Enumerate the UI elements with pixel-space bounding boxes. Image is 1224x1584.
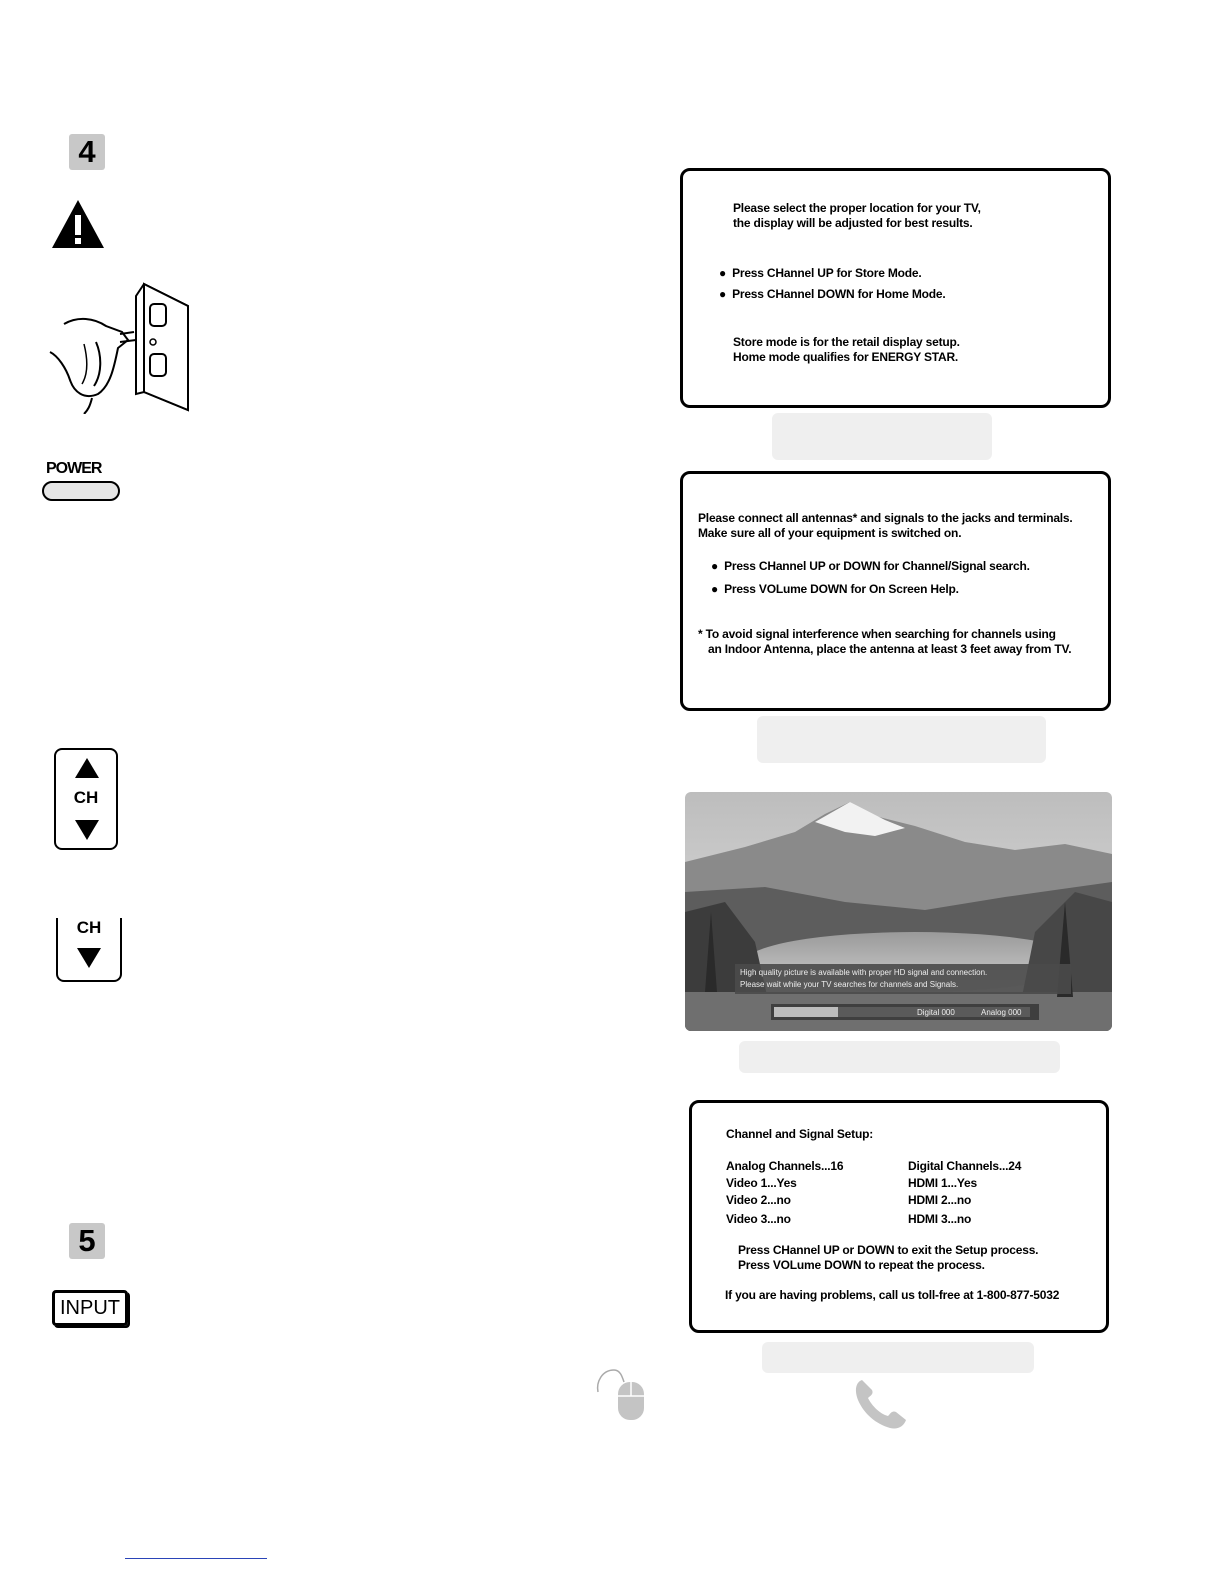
screen1-intro-1: Please select the proper location for your TV,	[733, 201, 981, 215]
landscape-photo	[685, 792, 1112, 1031]
setup-right-1: Digital Channels...24	[908, 1159, 1022, 1173]
screen1-intro-2: the display will be adjusted for best results.	[733, 216, 973, 230]
setup-title: Channel and Signal Setup:	[726, 1127, 874, 1141]
screen-setup-summary	[689, 1100, 1109, 1333]
warning-icon	[50, 198, 106, 250]
setup-right-4: HDMI 3...no	[908, 1212, 972, 1226]
setup-left-1: Analog Channels...16	[726, 1159, 844, 1173]
search-overlay-line-1: High quality picture is available with proper HD signal and connection.	[740, 968, 988, 977]
search-overlay-line-2: Please wait while your TV searches for channels and Signals.	[740, 980, 959, 989]
step-5-badge: 5	[69, 1223, 105, 1259]
mouse-icon	[594, 1366, 650, 1424]
channel-down-key[interactable]	[56, 918, 122, 982]
power-label: POWER	[46, 460, 102, 477]
screen2-intro-2: Make sure all of your equipment is switched on.	[698, 526, 962, 540]
screen1-note-2: Home mode qualifies for ENERGY STAR.	[733, 350, 959, 364]
ch-label-2: CH	[76, 918, 102, 937]
setup-left-4: Video 3...no	[726, 1212, 791, 1226]
setup-instruction-1: Press CHannel UP or DOWN to exit the Setup process.	[738, 1243, 1039, 1257]
screen1-option-home: ● Press CHannel DOWN for Home Mode.	[719, 287, 946, 302]
screen2-option-channel: ● Press CHannel UP or DOWN for Channel/Signal search.	[711, 559, 1030, 574]
arrow-down-icon	[75, 820, 99, 840]
setup-left-2: Video 1...Yes	[726, 1176, 797, 1190]
channel-up-down-key[interactable]	[54, 748, 118, 850]
setup-instruction-2: Press VOLume DOWN to repeat the process.	[738, 1258, 985, 1272]
power-button[interactable]	[42, 481, 120, 501]
ch-label: CH	[73, 788, 99, 807]
screen2-footnote-2: an Indoor Antenna, place the antenna at least 3 feet away from TV.	[708, 642, 1072, 656]
step-4-badge: 4	[69, 134, 105, 170]
arrow-up-icon	[75, 758, 99, 778]
setup-help: If you are having problems, call us toll-free at 1-800-877-5032	[725, 1288, 1060, 1302]
screen-connect-signals	[680, 471, 1111, 711]
setup-left-3: Video 2...no	[726, 1193, 791, 1207]
phone-icon	[852, 1374, 908, 1430]
screen1-option-store: ● Press CHannel UP for Store Mode.	[719, 266, 922, 281]
screen2-intro-1: Please connect all antennas* and signals to the jacks and terminals.	[698, 511, 1073, 525]
caption-bar-3	[739, 1041, 1060, 1073]
screen1-note-1: Store mode is for the retail display setup.	[733, 335, 960, 349]
screen2-footnote-1: * To avoid signal interference when searching for channels using	[698, 627, 1056, 641]
caption-bar-2	[757, 716, 1046, 763]
plug-outlet-icon	[44, 282, 194, 414]
setup-right-2: HDMI 1...Yes	[908, 1176, 977, 1190]
caption-bar-1	[772, 413, 992, 460]
analog-count: Analog 000	[981, 1008, 1022, 1017]
screen2-option-help: ● Press VOLume DOWN for On Screen Help.	[711, 582, 959, 597]
footer-link-rule[interactable]	[125, 1558, 267, 1559]
digital-count: Digital 000	[917, 1008, 955, 1017]
input-button[interactable]: INPUT	[52, 1290, 128, 1326]
setup-right-3: HDMI 2...no	[908, 1193, 972, 1207]
caption-bar-4	[762, 1342, 1034, 1373]
screen-channel-search	[685, 792, 1112, 1031]
arrow-down-icon	[77, 948, 101, 968]
screen-location-setup	[680, 168, 1111, 408]
